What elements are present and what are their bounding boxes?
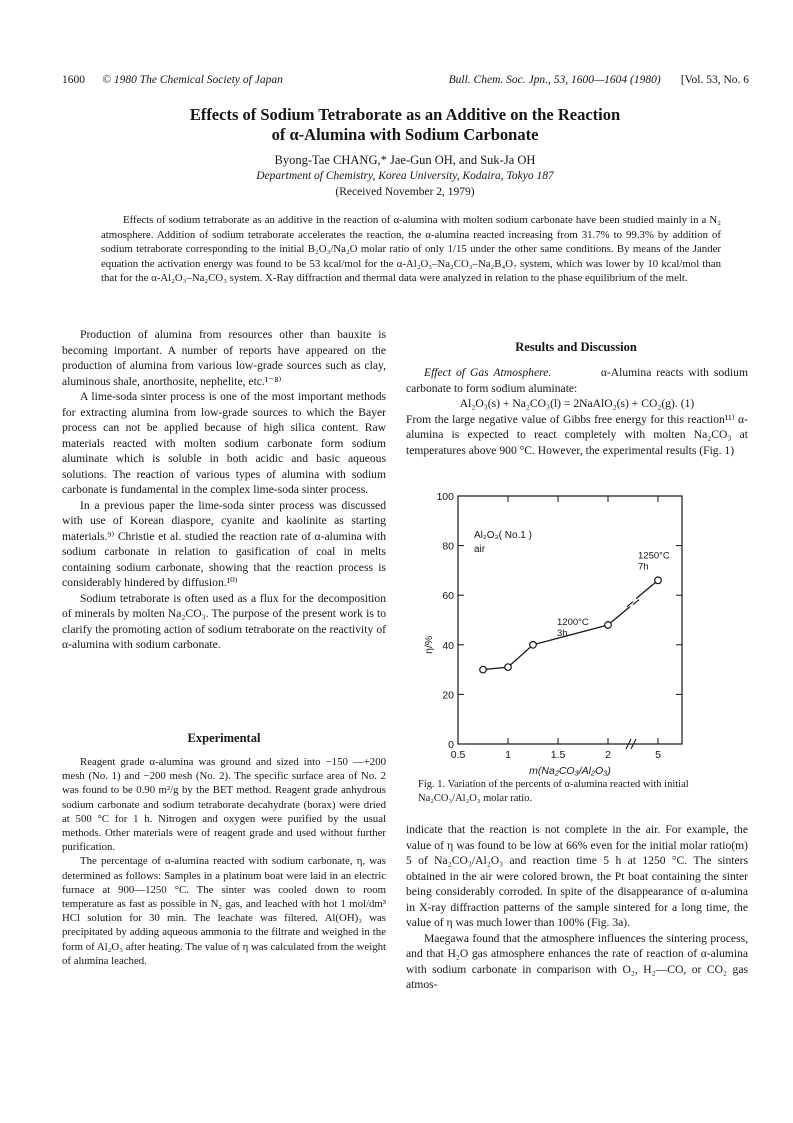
results-paragraph-2: indicate that the reaction is not complete in the air. For example, the value of η was found to be low at 66% even for the initial molar ratio(m) 5 of Na₂CO₃/Al₂O₃ and reaction time 5 h at 1250 °C. The sinters obtained in the air were colored brown, the Pt boat containing the sinter being considerably corroded. In spite of the disappearance of α-alumina in X-ray diffraction patterns of the sample sintered for a long time, the value of η was much lower than 100% (Fig. 3a). (406, 823, 748, 929)
data-point (605, 622, 612, 629)
subsection-title: Effect of Gas Atmosphere. (424, 366, 552, 379)
x-tick-label: 1 (505, 749, 511, 761)
title-line-2: of α-Alumina with Sodium Carbonate (271, 125, 539, 144)
annotation-3h: 3h (557, 627, 568, 639)
intro-paragraph-1: Production of alumina from resources other than bauxite is becoming important. A number of reports have appeared on the production of alumina from various low-grade sources such as clay, aluminous shale, anorthosite, nephelite, etc.¹⁻⁸⁾ (62, 328, 386, 388)
equation-1: Al₂O₃(s) + Na₂CO₃(l) = 2NaAlO₂(s) + CO₂(g). (1) (459, 397, 695, 410)
experimental-section (62, 755, 386, 968)
experimental-paragraph-2: The percentage of α-alumina reacted with sodium carbonate, η, was determined as follows: Samples in a platinum boat were laid in an electric furnace at 900—1250 °C. The sinter was cooled down to room temperature as fast as possible in N₂ gas, and leached with hot 1 mol/dm³ HCl solution for 30 min. The leachate was filtered. Al(OH)₃ was precipitated by adding aqueous ammonia to the filtrate and weighed in the form of Al₂O₃ after heating. The value of η was calculated from the weight of alumina leached. (62, 855, 386, 967)
affiliation: Department of Chemistry, Korea University, Kodaira, Tokyo 187 (256, 170, 554, 182)
results-section (406, 365, 748, 458)
y-tick-label: 100 (436, 491, 454, 503)
results-paragraph-1: From the large negative value of Gibbs free energy for this reaction¹¹⁾ α-alumina is expected to react completely with molten Na₂CO₃ at temperatures above 900 °C. However, the experimental results (Fig. 1) (406, 412, 748, 457)
received-date: (Received November 2, 1979) (335, 186, 475, 198)
y-axis-label: η/% (423, 635, 435, 654)
copyright-line: © 1980 The Chemical Society of Japan (102, 74, 283, 86)
annotation-1200c: 1200°C (557, 616, 589, 628)
intro-paragraph-2: A lime-soda sinter process is one of the most important methods for extracting alumina from low-grade sources to which the Bayer process can not be applied because of high silica content. Raw materials reacted with molten sodium carbonate form sodium aluminate which is soluble in both acidic and basic aqueous solutions. The reaction of various types of alumina with sodium carbonate is fundamental in the complex lime-soda sinter process. (62, 390, 386, 496)
series-line-segment (636, 580, 658, 598)
data-point (655, 577, 662, 584)
results-lead (406, 365, 748, 396)
annotation-7h: 7h (638, 561, 649, 573)
running-header-right (386, 74, 749, 86)
figure-1-chart (420, 488, 720, 778)
introduction (62, 327, 386, 653)
y-tick-label: 80 (442, 540, 454, 553)
title-line-1: Effects of Sodium Tetraborate as an Additive on the Reaction (189, 105, 621, 124)
y-tick-label: 40 (442, 639, 454, 652)
experimental-paragraph-1: Reagent grade α-alumina was ground and sized into −150 —+200 mesh (No. 1) and −200 mesh (No. 2). The specific surface area of No. 2 was found to be 0.90 m²/g by the BET method. Reagent grade anhydrous sodium carbonate and sodium tetraborate decahydrate (borax) were dried at 500 °C for 1 h. Nitrogen and oxygen were purified by the usual methods. Other materials were of reagent grade and used without further purification. (62, 756, 386, 854)
y-tick-label: 20 (442, 689, 454, 702)
x-tick-label: 1.5 (550, 749, 566, 761)
data-point (505, 664, 512, 671)
intro-paragraph-3: In a previous paper the lime-soda sinter process was discussed with use of Korean diaspore, cyanite and kaolinite as starting materials.⁹⁾ Christie et al. studied the reaction rate of α-alumina with sodium carbonate in relation to gasification of coal in melts containing sodium carbonate, showing that the reaction process is considerably hindered by diffusion.¹⁰⁾ (62, 498, 386, 589)
page-number: 1600 (62, 74, 85, 86)
chart-inset-sample: Al₂O₃( No.1 ) (474, 530, 532, 541)
chart-inset-atmosphere: air (474, 544, 486, 555)
abstract (101, 213, 721, 286)
paper-title (60, 105, 750, 145)
experimental-heading: Experimental (187, 731, 261, 745)
x-tick-label: 5 (655, 749, 661, 761)
intro-paragraph-4: Sodium tetraborate is often used as a flux for the decomposition of minerals by molten Na₂CO₃. The purpose of the present work is to clarify the promoting action of sodium tetraborate on the reactivity of α-alumina with sodium carbonate. (62, 591, 386, 651)
series-break-mark (627, 600, 639, 607)
data-point (480, 666, 487, 673)
chart-plot-area (423, 491, 682, 777)
results-paragraph-3: Maegawa found that the atmosphere influences the sintering process, and that H₂O gas atmosphere enhances the rate of reaction of α-alumina with sodium carbonate in comparison with O₂, H₂—CO, or CO₂ gas atmos- (406, 931, 748, 991)
figure-1-caption: Fig. 1. Variation of the percents of α-alumina reacted with initial Na₂CO₃/Al₂O₃ molar ratio. (418, 779, 689, 804)
series-line-segment (608, 607, 630, 625)
annotation-1250c: 1250°C (638, 550, 670, 562)
running-header-left (62, 74, 283, 86)
abstract-text: Effects of sodium tetraborate as an additive in the reaction of α-alumina with molten sodium carbonate have been studied mainly in a N₂ atmosphere. Addition of sodium tetraborate accelerates the reaction, the α-alumina reacted increasing from 31.7% to 99.3% by addition of sodium tetraborate corresponding to the initial B₂O₃/Na₂O molar ratio of only 1/15 under the other same conditions. By means of the Jander equation the activation energy was found to be 53 kcal/mol for the α-Al₂O₃–Na₂CO₃–Na₂B₄O₇ system, which was lower by 10 kcal/mol than that for the α-Al₂O₃–Na₂CO₃ system. X-Ray diffraction and thermal data were analyzed in relation to the phase equilibrium of the melt. (101, 214, 721, 284)
results-heading: Results and Discussion (515, 340, 637, 354)
results-lead-text: α-Alumina reacts with sodium carbonate to form sodium aluminate: (406, 366, 748, 395)
x-tick-label: 0.5 (450, 749, 466, 761)
series-line (483, 625, 608, 670)
authors: Byong-Tae CHANG,* Jae-Gun OH, and Suk-Ja OH (274, 153, 536, 167)
results-continued (406, 822, 748, 993)
y-tick-label: 0 (448, 739, 454, 751)
x-axis-label: m(Na₂CO₃/Al₂O₃) (529, 765, 611, 777)
x-tick-label: 2 (605, 749, 611, 761)
y-tick-label: 60 (442, 590, 454, 603)
journal-citation: Bull. Chem. Soc. Jpn., 53, 1600—1604 (1980) (448, 74, 661, 86)
data-point (530, 642, 537, 649)
volume-label: [Vol. 53, No. 6 (680, 74, 749, 86)
